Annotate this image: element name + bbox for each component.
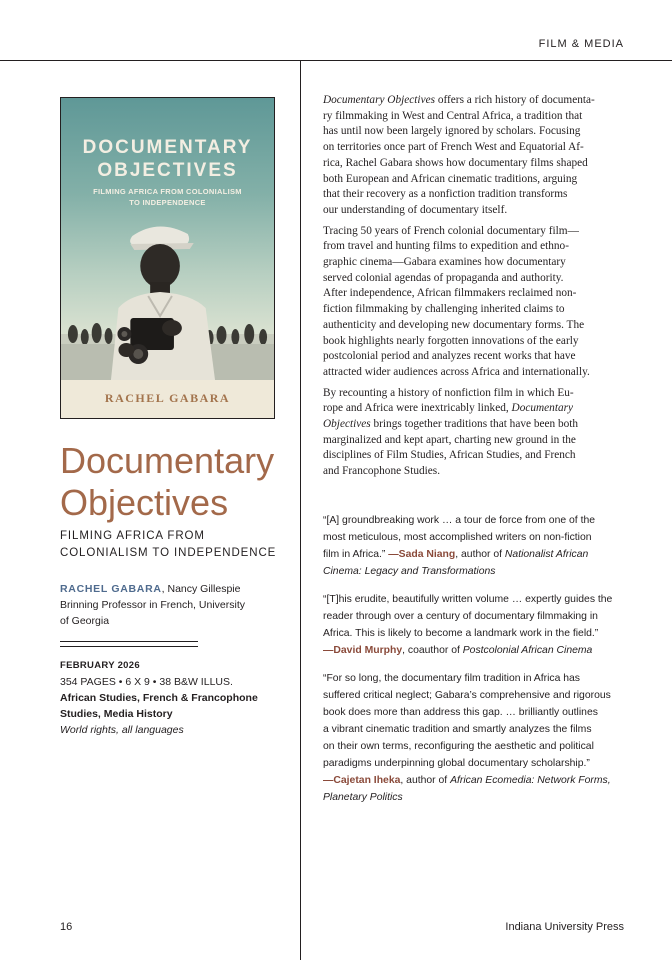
author-bio: RACHEL GABARA, Nancy Gillespie Brinning Professor in French, University of Georgia bbox=[60, 583, 245, 627]
column-divider bbox=[300, 60, 301, 960]
divider-double-rule bbox=[60, 641, 198, 647]
endorsement-quote: “[T]his erudite, beautifully written volume … expertly guides the reader through over a century of documentary filmmaking in Africa. This is likely to become a landmark work in the field.” —David Murphy, coauthor of Postcolonial African Cinema bbox=[323, 594, 613, 656]
description-paragraph: Tracing 50 years of French colonial documentary film— from travel and hunting films to expedition and ethno- graphic cinema—Gabara examines how documentary served colonial agendas of propaganda and authority. After independence, African filmmakers reclaimed non- fiction filmmaking by challenging inherited claims to authenticity and developing new documentary forms. The book highlights nearly forgotten innovations of the early postcolonial period and analyzes recent works that have attracted wider audiences across Africa and internationally. bbox=[323, 224, 590, 378]
book-title: Documentary Objectives bbox=[60, 440, 275, 523]
publisher-name: Indiana University Press bbox=[505, 921, 624, 933]
endorser-name: —David Murphy bbox=[323, 645, 403, 656]
endorser-name: —Sada Niang bbox=[388, 549, 456, 560]
description-paragraph: By recounting a history of nonfiction film in which Eu- rope and Africa were inextricably linked, Documentary Objectives brings together traditions that have been both marginalized and kept apart, charting new ground in the disciplines of Film Studies, African Studies, and French and Francophone Studies. bbox=[323, 386, 579, 478]
header-rule bbox=[0, 60, 672, 61]
description-paragraph: Documentary Objectives offers a rich history of documenta- ry filmmaking in West and Central Africa, a tradition that has until now been largely ignored by scholars. Focusing on territories once part of French West and Equatorial Af- rica, Rachel Gabara shows how documentary films shaped both European and African cinematic traditions, arguing that their recovery as a nonfiction tradition transforms our understanding of documentary itself. bbox=[323, 94, 595, 216]
subjects: African Studies, French & Francophone Studies, Media History bbox=[60, 692, 258, 720]
section-label: FILM & MEDIA bbox=[538, 38, 624, 50]
cover-author: RACHEL GABARA bbox=[104, 391, 231, 405]
cover-photo bbox=[61, 216, 274, 384]
cover-title: DOCUMENTARY OBJECTIVES bbox=[82, 137, 253, 181]
endorsement-quote: “For so long, the documentary film tradition in Africa has suffered critical neglect; Gabara’s comprehensive and rigorous book does more than address this gap. … brilliantly outlines a vibrant cinematic tradition and smartly analyzes the films on their own terms, reconfiguring the aesthetic and political paradigms underpinning global documentary scholarship.” —Cajetan Iheka, author of African Ecomedia: Network Forms, Planetary Politics bbox=[323, 673, 611, 803]
book-metadata bbox=[60, 658, 292, 738]
book-subtitle: FILMING AFRICA FROM COLONIALISM TO INDEPENDENCE bbox=[60, 530, 277, 559]
endorser-name: —Cajetan Iheka bbox=[323, 775, 401, 786]
book-description bbox=[323, 93, 625, 485]
publication-date: FEBRUARY 2026 bbox=[60, 660, 140, 671]
page-number: 16 bbox=[60, 921, 73, 933]
rights: World rights, all languages bbox=[60, 724, 184, 736]
book-specs: 354 PAGES • 6 X 9 • 38 B&W ILLUS. bbox=[60, 676, 233, 688]
cover-subtitle: FILMING AFRICA FROM COLONIALISM TO INDEPENDENCE bbox=[93, 187, 242, 207]
author-name: RACHEL GABARA bbox=[60, 583, 162, 595]
endorsements bbox=[323, 512, 628, 817]
endorsement-quote: “[A] groundbreaking work … a tour de force from one of the most meticulous, most accomplished writers on non-fiction film in Africa.” —Sada Niang, author of Nationalist African Cinema: Legacy and Transformations bbox=[323, 515, 596, 577]
book-cover bbox=[60, 97, 275, 419]
